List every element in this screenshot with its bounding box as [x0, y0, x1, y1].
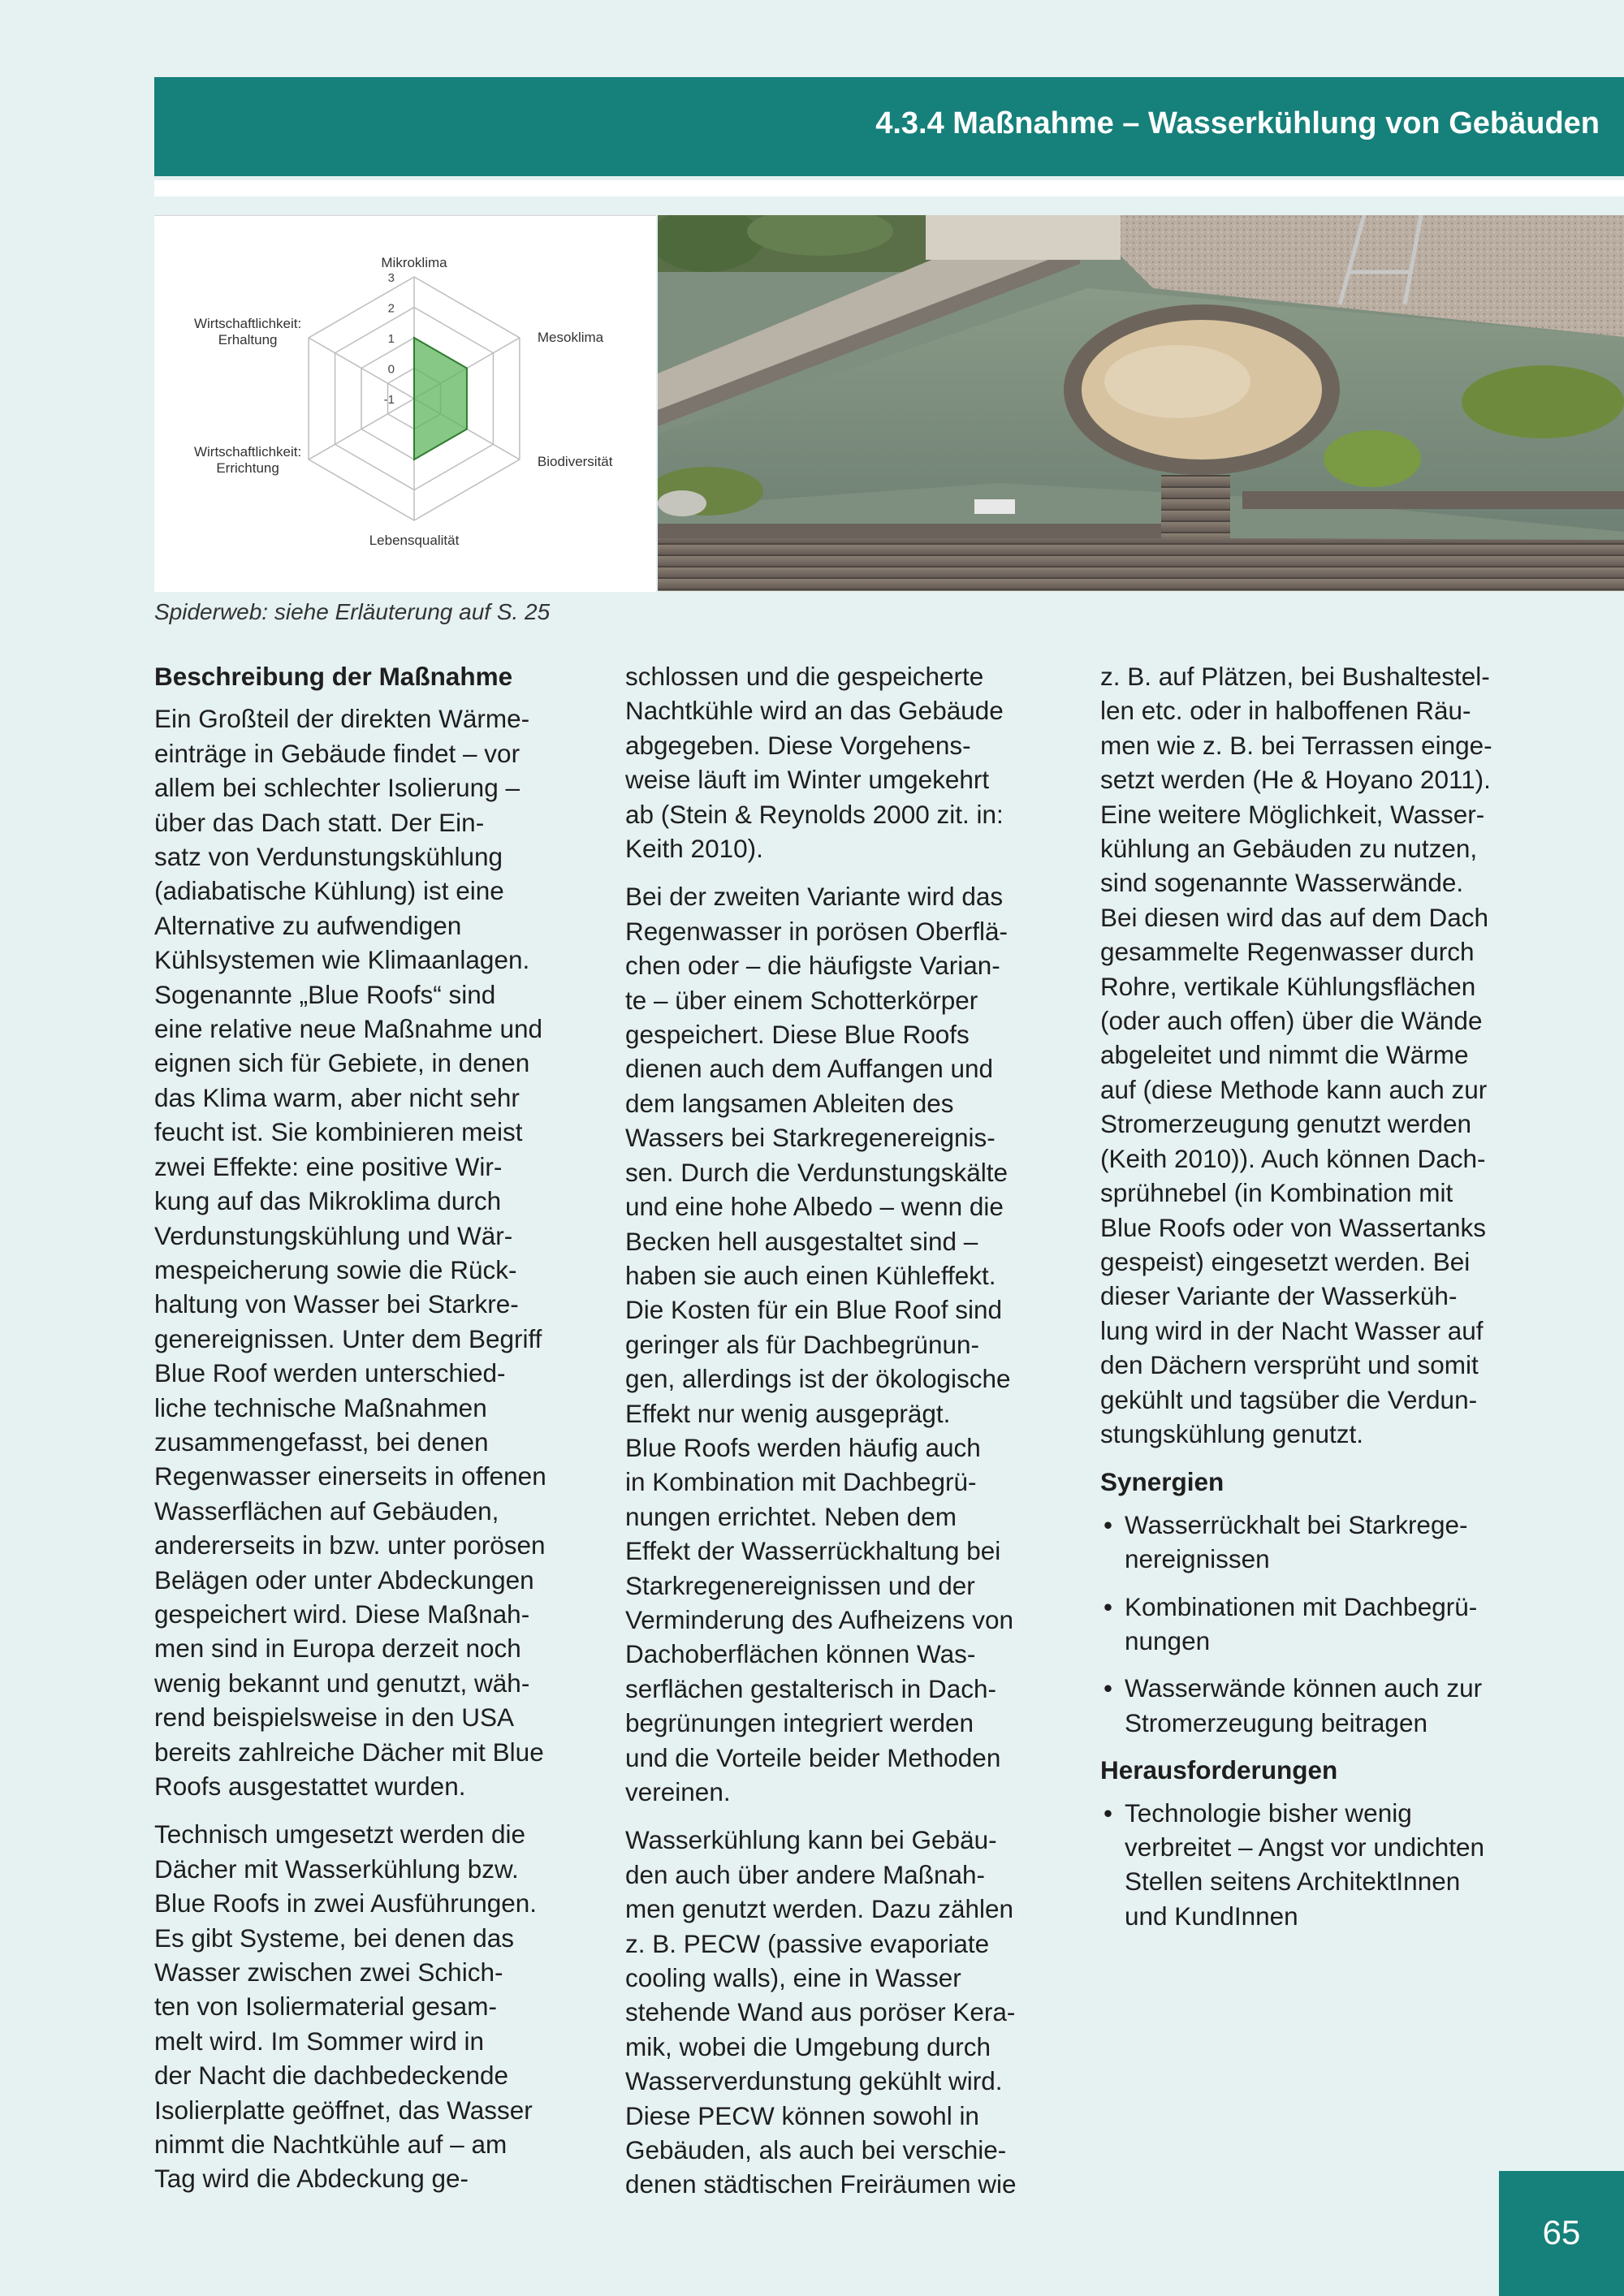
- list-item: • Wasserrückhalt bei Starkrege- nereignissen: [1100, 1508, 1555, 1577]
- spider-axis-label: Errichtung: [216, 460, 279, 476]
- paragraph: schlossen und die gespeicherte Nachtkühle wird an das Gebäude abgegeben. Diese Vorgehens- weise läuft im Winter umgekehrt ab (Stein & Reynolds 2000 zit. in: Keith 2010).: [625, 662, 1004, 864]
- spider-axis-label: Wirtschaftlichkeit:: [193, 444, 302, 460]
- spider-scale-tick: 0: [387, 362, 395, 377]
- page-number-box: [1499, 2171, 1624, 2296]
- list-item: • Wasserwände können auch zur Stromerzeugung beitragen: [1100, 1671, 1555, 1740]
- text-column-2: [625, 659, 1072, 2216]
- paragraph: z. B. auf Plätzen, bei Bushaltestel- len etc. oder in halboffenen Räu- men wie z. B. bei Terrassen einge- setzt werden (He & Hoyano 2011). Eine weitere Möglichkeit, Wasser- kühlung an Gebäuden zu nutzen, sind sogenannte Wasserwände. Bei diesen wird das auf dem Dach gesammelte Regenwasser durch Rohre, vertikale Kühlungsflächen (oder auch offen) über die Wände abgeleitet und nimmt die Wärme auf (diese Methode kann auch zur Stromerzeugung genutzt werden (Keith 2010)). Auch können Dach- sprühnebel (in Kombination mit Blue Roofs oder von Wassertanks gespeist) eingesetzt werden. Bei dieser Variante der Wasserküh- lung wird in der Nacht Wasser auf den Dächern versprüht und somit gekühlt und tagsüber die Verdun- stungskühlung genutzt.: [1100, 662, 1492, 1448]
- paragraph: Technisch umgesetzt werden die Dächer mit Wasserkühlung bzw. Blue Roofs in zwei Ausführungen. Es gibt Systeme, bei denen das Wasser zwischen zwei Schich- ten von Isoliermaterial gesam- melt wird. Im Sommer wird in der Nacht die dachbedeckende Isolierplatte geöffnet, das Wasser nimmt die Nachtkühle auf – am Tag wird die Abdeckung ge-: [154, 1819, 538, 2194]
- spider-chart-panel: [154, 215, 656, 592]
- list-item: • Kombinationen mit Dachbegrü- nungen: [1100, 1590, 1555, 1659]
- spider-axis-label: Wirtschaftlichkeit:: [193, 316, 302, 331]
- spider-axis-label: Biodiversität: [537, 454, 613, 469]
- paragraph: Wasserkühlung kann bei Gebäu- den auch über andere Maßnah- men genutzt werden. Dazu zählen z. B. PECW (passive evaporiate cooling walls), eine in Wasser stehende Wand aus poröser Kera- mik, wobei die Umgebung durch Wasserverdunstung gekühlt wird. Diese PECW können sowohl in Gebäuden, als auch bei verschie- denen städtischen Freiräumen wie: [625, 1825, 1017, 2199]
- section-heading-synergies: Synergien: [1100, 1467, 1224, 1497]
- blue-roof-photo: [658, 215, 1624, 591]
- spider-axis-label: Mikroklima: [381, 255, 447, 270]
- section-header: [154, 77, 1624, 176]
- spider-scale-tick: 3: [387, 271, 395, 285]
- text-column-3: [1100, 659, 1555, 1946]
- text-column-1: [154, 659, 601, 2210]
- section-heading-challenges: Herausforderungen: [1100, 1755, 1338, 1785]
- page-number: 65: [1542, 2213, 1581, 2251]
- paragraph: Bei der zweiten Variante wird das Regenwasser in porösen Oberflä- chen oder – die häufigste Varian- te – über einem Schotterkörper gespeichert. Diese Blue Roofs dienen auch dem Auffangen und dem langsamen Ableiten des Wassers bei Starkregenereignis- sen. Durch die Verdunstungskälte und eine hohe Albedo – wenn die Becken hell ausgestaltet sind – haben sie auch einen Kühleffekt. Die Kosten für ein Blue Roof sind geringer als für Dachbegrünun- gen, allerdings ist der ökologische Effekt nur wenig ausgeprägt. Blue Roofs werden häufig auch in Kombination mit Dachbegrü- nungen errichtet. Neben dem Effekt der Wasserrückhaltung bei Starkregenereignissen und der Verminderung des Aufheizens von Dachoberflächen können Was- serflächen gestalterisch in Dach- begrünungen integriert werden und die Vorteile beider Methoden vereinen.: [625, 882, 1014, 1806]
- section-heading-description: Beschreibung der Maßnahme: [154, 662, 513, 691]
- spider-chart: [154, 216, 656, 592]
- spider-scale-tick: 1: [387, 332, 395, 346]
- spider-axis-labels: [194, 255, 613, 548]
- spider-axis-label: Erhaltung: [218, 332, 278, 347]
- list-item: • Technologie bisher wenig verbreitet – Angst vor undichten Stellen seitens ArchitektInnen und KundInnen: [1100, 1796, 1555, 1934]
- spider-axis-label: Lebensqualität: [369, 533, 460, 548]
- spider-value-area: [414, 338, 467, 460]
- section-title: 4.3.4 Maßnahme – Wasserkühlung von Gebäuden: [875, 106, 1600, 140]
- blue-roof-photo-image: [658, 215, 1624, 591]
- spider-axis-label: Mesoklima: [537, 330, 604, 345]
- spider-scale-tick: -1: [383, 393, 395, 407]
- challenges-list: [1100, 1796, 1555, 1934]
- paragraph: Ein Großteil der direkten Wärme- einträge in Gebäude findet – vor allem bei schlechter Isolierung – über das Dach statt. Der Ein- satz von Verdunstungskühlung (adiabatische Kühlung) ist eine Alternative zu aufwendigen Kühlsystemen wie Klimaanlagen. Sogenannte „Blue Roofs“ sind eine relative neue Maßnahme und eignen sich für Gebiete, in denen das Klima warm, aber nicht sehr feucht ist. Sie kombinieren meist zwei Effekte: eine positive Wir- kung auf das Mikroklima durch Verdunstungskühlung und Wär- mespeicherung sowie die Rück- haltung von Wasser bei Starkre- genereignissen. Unter dem Begriff Blue Roof werden unterschied- liche technische Maßnahmen zusammengefasst, bei denen Regenwasser einerseits in offenen Wasserflächen auf Gebäuden, andererseits in bzw. unter porösen Belägen oder unter Abdeckungen gespeichert wird. Diese Maßnah- men sind in Europa derzeit noch wenig bekannt und genutzt, wäh- rend beispielsweise in den USA bereits zahlreiche Dächer mit Blue Roofs ausgestattet wurden.: [154, 704, 546, 1801]
- header-divider: [154, 180, 1624, 196]
- figure-caption: Spiderweb: siehe Erläuterung auf S. 25: [154, 599, 551, 624]
- spider-scale-tick: 2: [387, 301, 395, 316]
- synergies-list: [1100, 1508, 1555, 1740]
